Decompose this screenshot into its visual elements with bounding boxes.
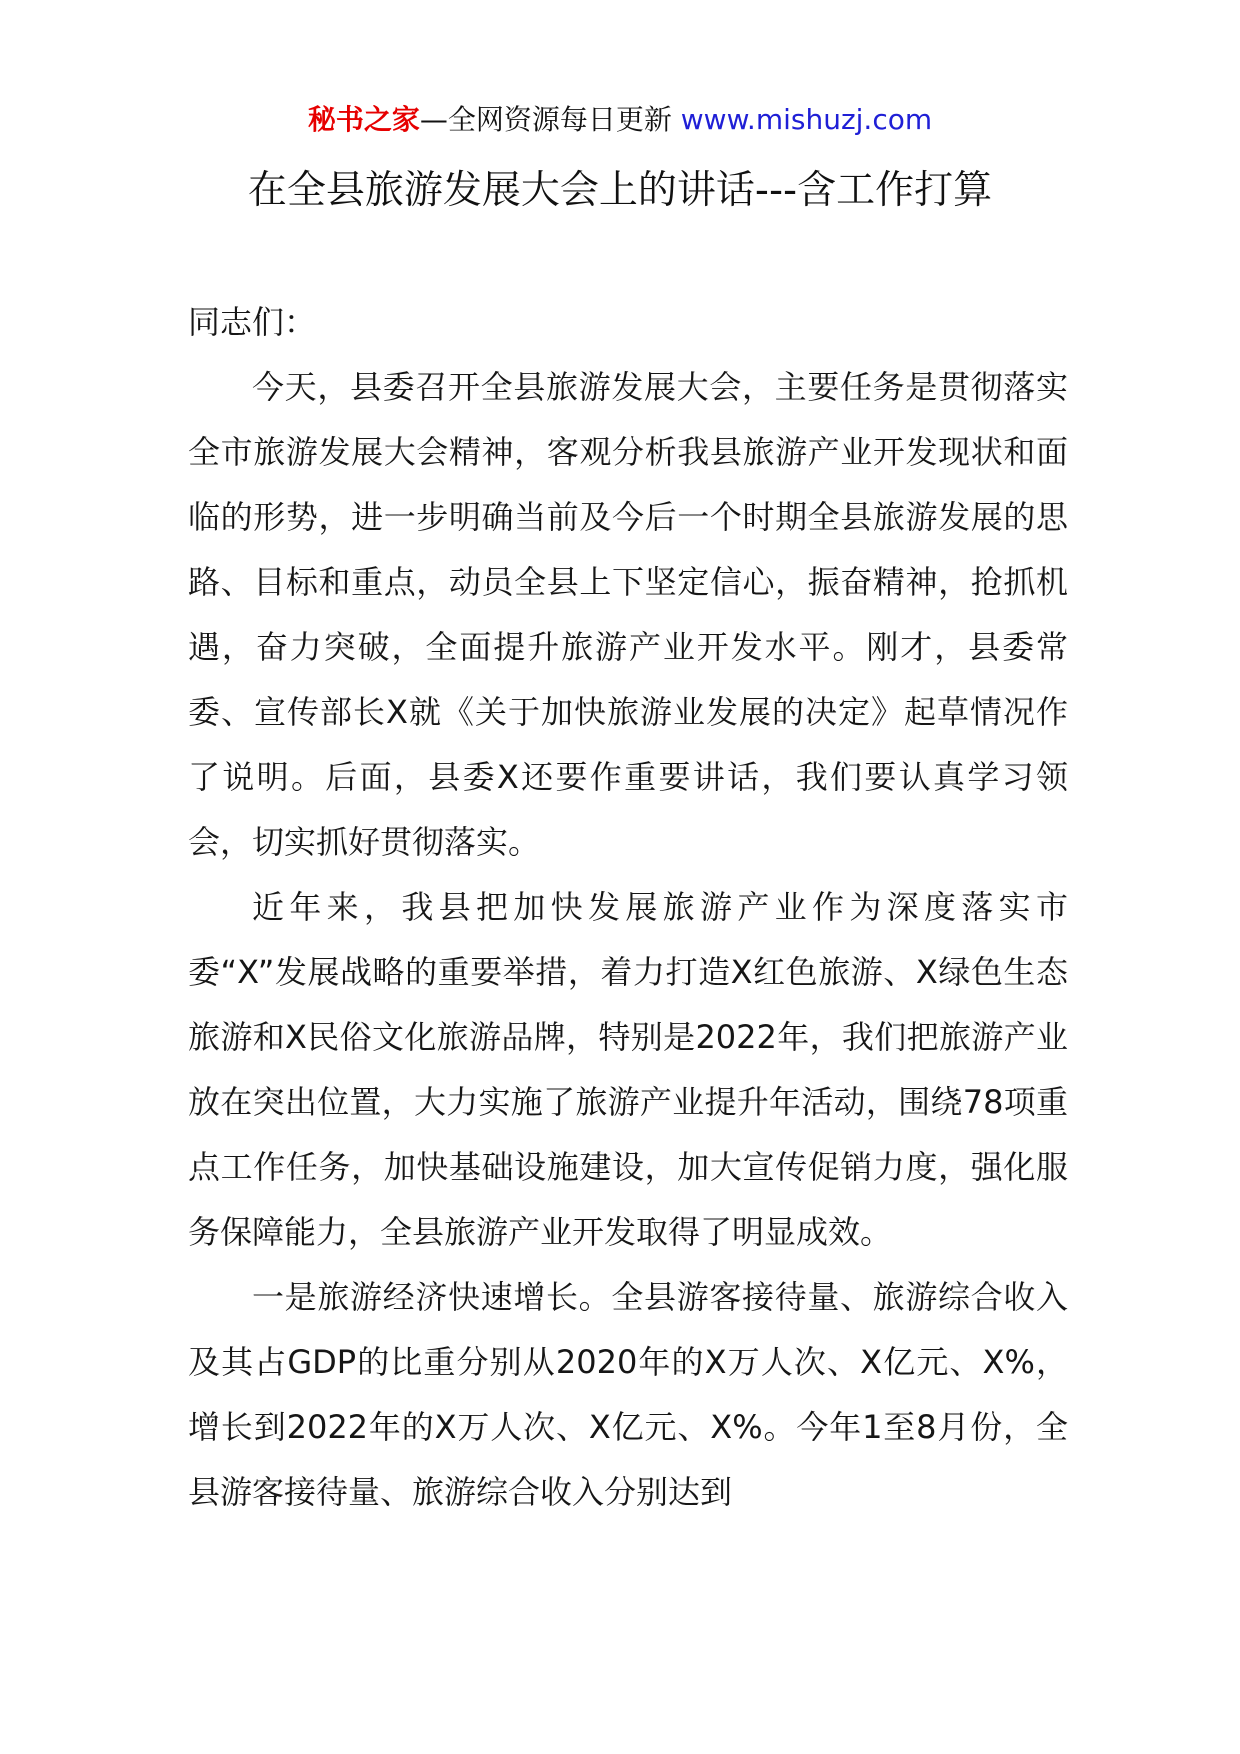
document-body	[188, 290, 1068, 1525]
paragraph-intro: 今天，县委召开全县旅游发展大会，主要任务是贯彻落实全市旅游发展大会精神，客观分析我县旅游产业开发现状和面临的形势，进一步明确当前及今后一个时期全县旅游发展的思路、目标和重点，动员全县上下坚定信心，振奋精神，抢抓机遇，奋力突破，全面提升旅游产业开发水平。刚才，县委常委、宣传部长X就《关于加快旅游业发展的决定》起草情况作了说明。后面，县委X还要作重要讲话，我们要认真学习领会，切实抓好贯彻落实。	[188, 368, 1068, 861]
site-url-link[interactable]: www.mishuzj.com	[680, 103, 933, 136]
header-slogan: —全网资源每日更新	[419, 103, 681, 136]
brand-name: 秘书之家	[307, 103, 420, 136]
site-header	[0, 100, 1240, 140]
paragraph-achievements: 近年来，我县把加快发展旅游产业作为深度落实市委“X”发展战略的重要举措，着力打造X红色旅游、X绿色生态旅游和X民俗文化旅游品牌，特别是2022年，我们把旅游产业放在突出位置，大力实施了旅游产业提升年活动，围绕78项重点工作任务，加快基础设施建设，加大宣传促销力度，强化服务保障能力，全县旅游产业开发取得了明显成效。	[188, 888, 1068, 1251]
greeting: 同志们：	[188, 303, 317, 341]
paragraph-point-one: 一是旅游经济快速增长。全县游客接待量、旅游综合收入及其占GDP的比重分别从2020年的X万人次、X亿元、X%，增长到2022年的X万人次、X亿元、X%。今年1至8月份，全县游客接待量、旅游综合收入分别达到	[188, 1278, 1068, 1511]
document-title: 在全县旅游发展大会上的讲话---含工作打算	[247, 168, 993, 213]
